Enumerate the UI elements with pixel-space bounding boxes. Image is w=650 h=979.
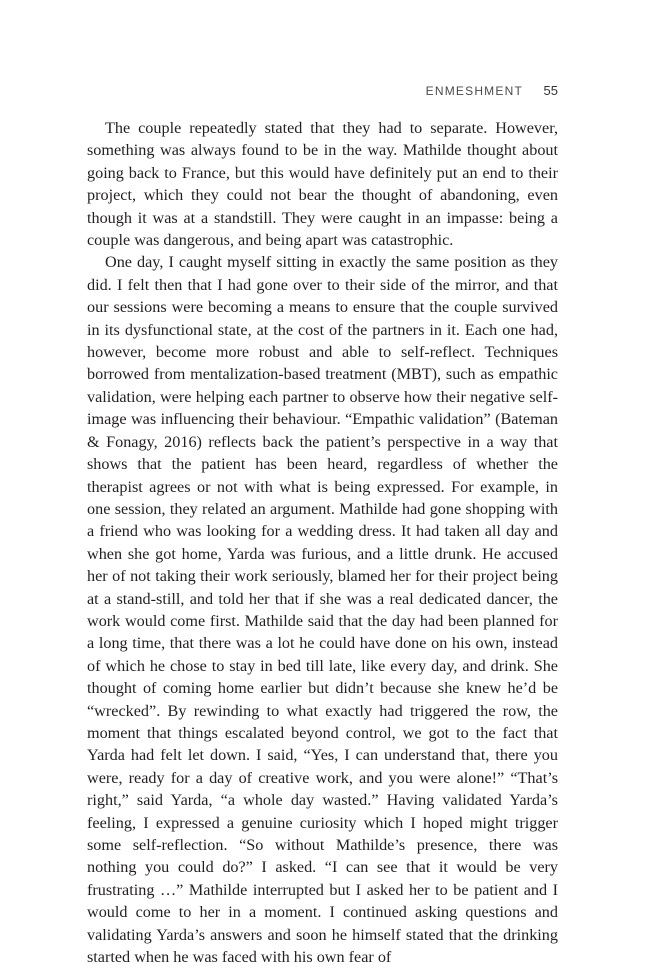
paragraph-2: One day, I caught myself sitting in exactly the same position as they did. I felt then that I had gone over to their side of the mirror, and that our sessions were becoming a means to ensure that the couple survived in its dysfunctional state, at the cost of the partners in it. Each one had, however, become more robust and able to self-reflect. Techniques borrowed from mentalization-based treatment (MBT), such as empathic validation, were helping each partner to observe how their negative self-image was influencing their behaviour. “Empathic validation” (Bateman & Fonagy, 2016) reflects back the patient’s perspective in a way that shows that the patient has been heard, regardless of whether the therapist agrees or not with what is being expressed. For example, in one session, they related an argument. Mathilde had gone shopping with a friend who was looking for a wedding dress. It had taken all day and when she got home, Yarda was furious, and a little drunk. He accused her of not taking their work seriously, blamed her for their project being at a stand-still, and told her that if she was a real dedicated dancer, the work would come first. Mathilde said that the day had been planned for a long time, that there was a lot he could have done on his own, instead of which he chose to stay in bed till late, like every day, and drink. She thought of coming home earlier but didn’t because she knew he’d be “wrecked”. By rewinding to what exactly had triggered the row, the moment that things escalated beyond control, we got to the fact that Yarda had felt let down. I said, “Yes, I can understand that, there you were, ready for a day of creative work, and you were alone!” “That’s right,” said Yarda, “a whole day wasted.” Having validated Yarda’s feeling, I expressed a genuine curiosity which I hoped might trigger some self-reflection. “So without Mathilde’s presence, there was nothing you could do?” I asked. “I can see that it would be very frustrating …” Mathilde interrupted but I asked her to be patient and I would come to her in a moment. I continued asking questions and validating Yarda’s answers and soon he himself stated that the drinking started when he was faced with his own fear of (87, 253, 558, 967)
chapter-title: ENMESHMENT (425, 84, 523, 98)
page-number: 55 (543, 83, 558, 98)
body-text (87, 117, 558, 968)
running-head (426, 83, 558, 98)
paragraph-1: The couple repeatedly stated that they had to separate. However, something was always found to be in the way. Mathilde thought about going back to France, but this would have definitely put an end to their project, which they could not bear the thought of abandoning, even though it was at a standstill. They were caught in an impasse: being a couple was dangerous, and being apart was catastrophic. (87, 119, 558, 250)
